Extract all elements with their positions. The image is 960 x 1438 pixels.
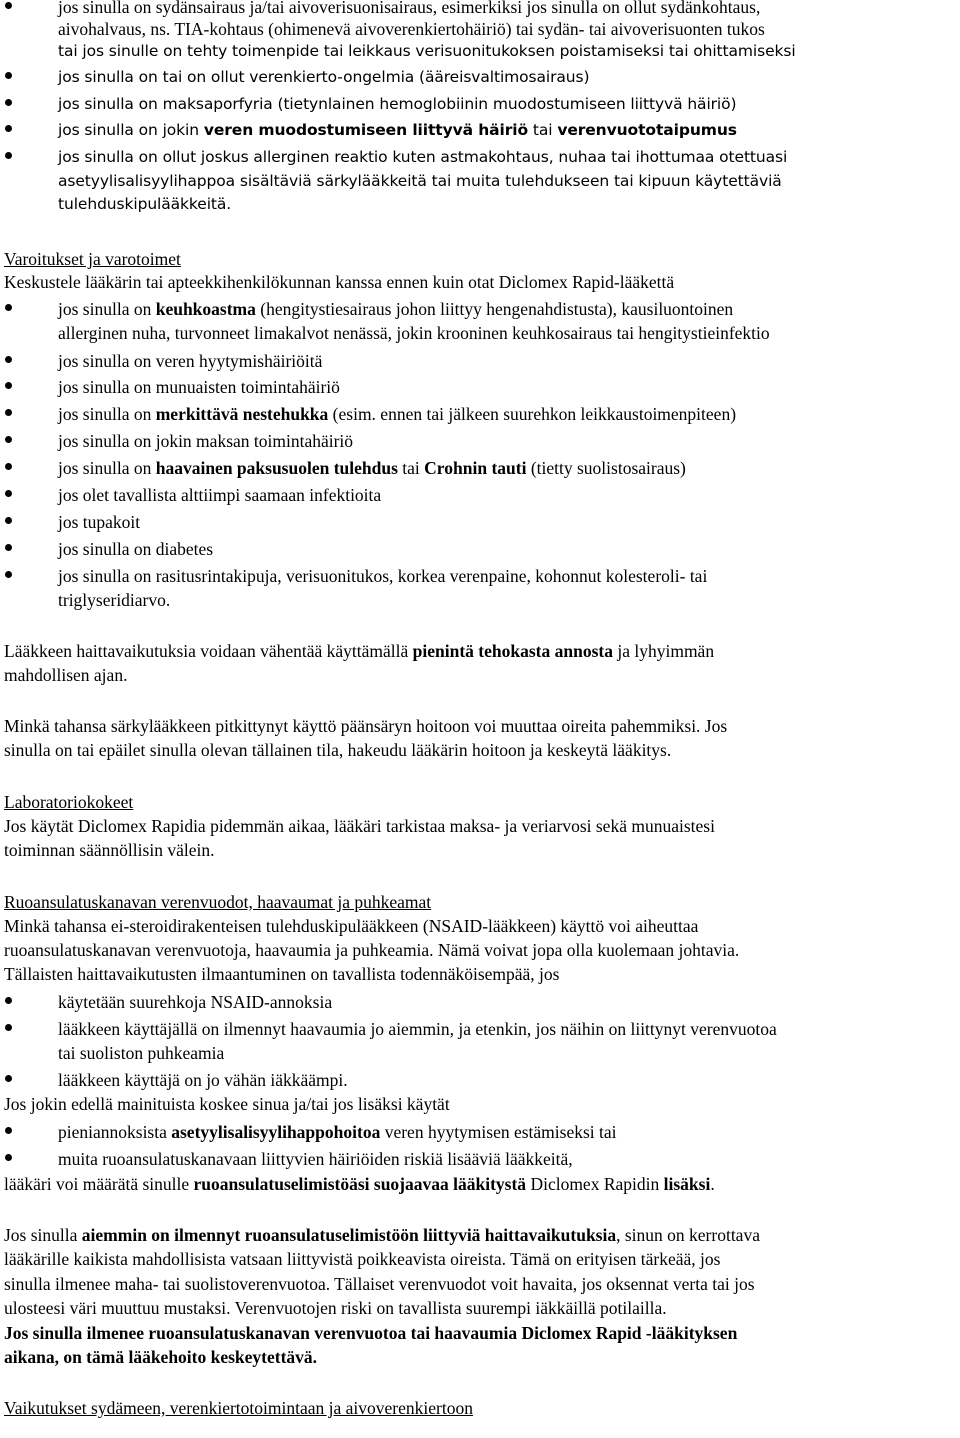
emphasis: haavainen paksusuolen tulehdus	[155, 458, 398, 478]
paragraph: Lääkkeen haittavaikutuksia voidaan vähentää käyttämällä pienintä tehokasta annosta ja lyhyimmän	[4, 641, 715, 661]
list-item-continuation: tai suoliston puhkeamia	[58, 1043, 225, 1063]
paragraph: sinulla on tai epäilet sinulla olevan tällainen tila, hakeudu lääkärin hoitoon ja keskeytä lääkitys.	[4, 740, 672, 760]
paragraph	[4, 1322, 737, 1344]
emphasis: merkittävä nestehukka	[155, 404, 329, 424]
paragraph: toiminnan säännöllisin välein.	[4, 840, 215, 860]
bullet-icon	[4, 457, 14, 467]
emphasis: verenvuototaipumus	[557, 121, 737, 139]
bullet-icon	[4, 538, 14, 548]
emphasis: veren muodostumiseen liittyvä häiriö	[203, 121, 529, 139]
paragraph: mahdollisen ajan.	[4, 665, 128, 685]
emphasis: Crohnin tauti	[424, 458, 527, 478]
list-item-continuation: allerginen nuha, turvonneet limakalvot nenässä, jokin krooninen keuhkosairaus tai hengitystieinfektio	[58, 323, 770, 343]
bullet-icon	[4, 430, 14, 440]
paragraph: Minkä tahansa särkylääkkeen pitkittynyt käyttö päänsäryn hoitoon voi muuttaa oireita pahemmiksi. Jos	[4, 716, 728, 736]
list-item-continuation: tulehduskipulääkkeitä.	[58, 195, 232, 213]
emphasis: aikana, on tämä lääkehoito keskeytettävä.	[4, 1347, 318, 1367]
bullet-icon	[4, 376, 14, 386]
list-item-continuation: triglyseridiarvo.	[58, 590, 171, 610]
bullet-icon	[4, 298, 14, 308]
paragraph: lääkärille kaikista mahdollisista vatsaan liittyvistä poikkeavista oireista. Tämä on erityisen tärkeää, jos	[4, 1249, 721, 1269]
paragraph: Jos sinulla aiemmin on ilmennyt ruoansulatuselimistöön liittyviä haittavaikutuksia, sinun on kerrottava	[4, 1225, 760, 1245]
bullet-icon	[4, 350, 14, 360]
section-heading: Vaikutukset sydämeen, verenkiertotoimintaan ja aivoverenkiertoon	[4, 1398, 473, 1418]
paragraph	[4, 1346, 317, 1368]
bullet-icon	[4, 991, 14, 1001]
emphasis: pienintä tehokasta annosta	[412, 641, 613, 661]
paragraph: Keskustele lääkärin tai apteekkihenkilökunnan kanssa ennen kuin otat Diclomex Rapid-lääkettä	[4, 272, 675, 292]
emphasis: aiemmin on ilmennyt ruoansulatuselimistöön liittyviä haittavaikutuksia	[81, 1225, 617, 1245]
paragraph: Tällaisten haittavaikutusten ilmaantuminen on tavallista todennäköisempää, jos	[4, 964, 560, 984]
bullet-icon	[4, 1121, 14, 1131]
bullet-icon	[4, 484, 14, 494]
emphasis: lisäksi	[663, 1174, 711, 1194]
bullet-icon	[4, 0, 14, 6]
emphasis: ruoansulatuselimistöäsi suojaavaa lääkitystä	[193, 1174, 527, 1194]
bullet-icon	[4, 119, 14, 129]
bullet-icon	[4, 511, 14, 521]
bullet-icon	[4, 565, 14, 575]
bullet-icon	[4, 403, 14, 413]
paragraph: sinulla ilmenee maha- tai suolistoverenvuotoa. Tällaiset verenvuodot voit havaita, jos oksennat verta tai jos	[4, 1274, 755, 1294]
emphasis: asetyylisalisyylihappohoitoa	[171, 1122, 381, 1142]
bullet-icon	[4, 1018, 14, 1028]
paragraph: Minkä tahansa ei-steroidirakenteisen tulehduskipulääkkeen (NSAID-lääkkeen) käyttö voi aiheuttaa	[4, 916, 699, 936]
paragraph: lääkäri voi määrätä sinulle ruoansulatuselimistöäsi suojaavaa lääkitystä Diclomex Rapidin lisäksi.	[4, 1174, 715, 1194]
emphasis: Jos sinulla ilmenee ruoansulatuskanavan verenvuotoa tai haavaumia Diclomex Rapid -lääkityksen	[4, 1323, 738, 1343]
bullet-icon	[4, 146, 14, 156]
bullet-icon	[4, 1069, 14, 1079]
paragraph: Jos jokin edellä mainituista koskee sinua ja/tai jos lisäksi käytät	[4, 1094, 450, 1114]
bullet-icon	[4, 1148, 14, 1158]
section-heading: Varoitukset ja varotoimet	[4, 249, 181, 269]
paragraph: Jos käytät Diclomex Rapidia pidemmän aikaa, lääkäri tarkistaa maksa- ja veriarvosi sekä munuaistesi	[4, 816, 715, 836]
list-item-continuation: tai jos sinulle on tehty toimenpide tai leikkaus verisuonitukoksen poistamiseksi tai ohittamiseksi	[58, 42, 796, 60]
section-heading: Ruoansulatuskanavan verenvuodot, haavaumat ja puhkeamat	[4, 892, 432, 912]
paragraph: ulosteesi väri muuttuu mustaksi. Verenvuotojen riski on tavallista suurempi iäkkäillä potilailla.	[4, 1298, 667, 1318]
list-item-continuation: aivohalvaus, ns. TIA-kohtaus (ohimenevä aivoverenkiertohäiriö) tai sydän- tai aivoverisuonten tukos	[58, 19, 765, 39]
section-heading: Laboratoriokokeet	[4, 792, 134, 812]
bullet-icon	[4, 66, 14, 76]
bullet-icon	[4, 93, 14, 103]
paragraph: ruoansulatuskanavan verenvuotoja, haavaumia ja puhkeamia. Nämä voivat jopa olla kuolemaan johtavia.	[4, 940, 740, 960]
list-item-continuation: asetyylisalisyylihappoa sisältäviä särkylääkkeitä tai muita tulehdukseen tai kipuun käytettäviä	[58, 172, 782, 190]
emphasis: keuhkoastma	[155, 299, 256, 319]
